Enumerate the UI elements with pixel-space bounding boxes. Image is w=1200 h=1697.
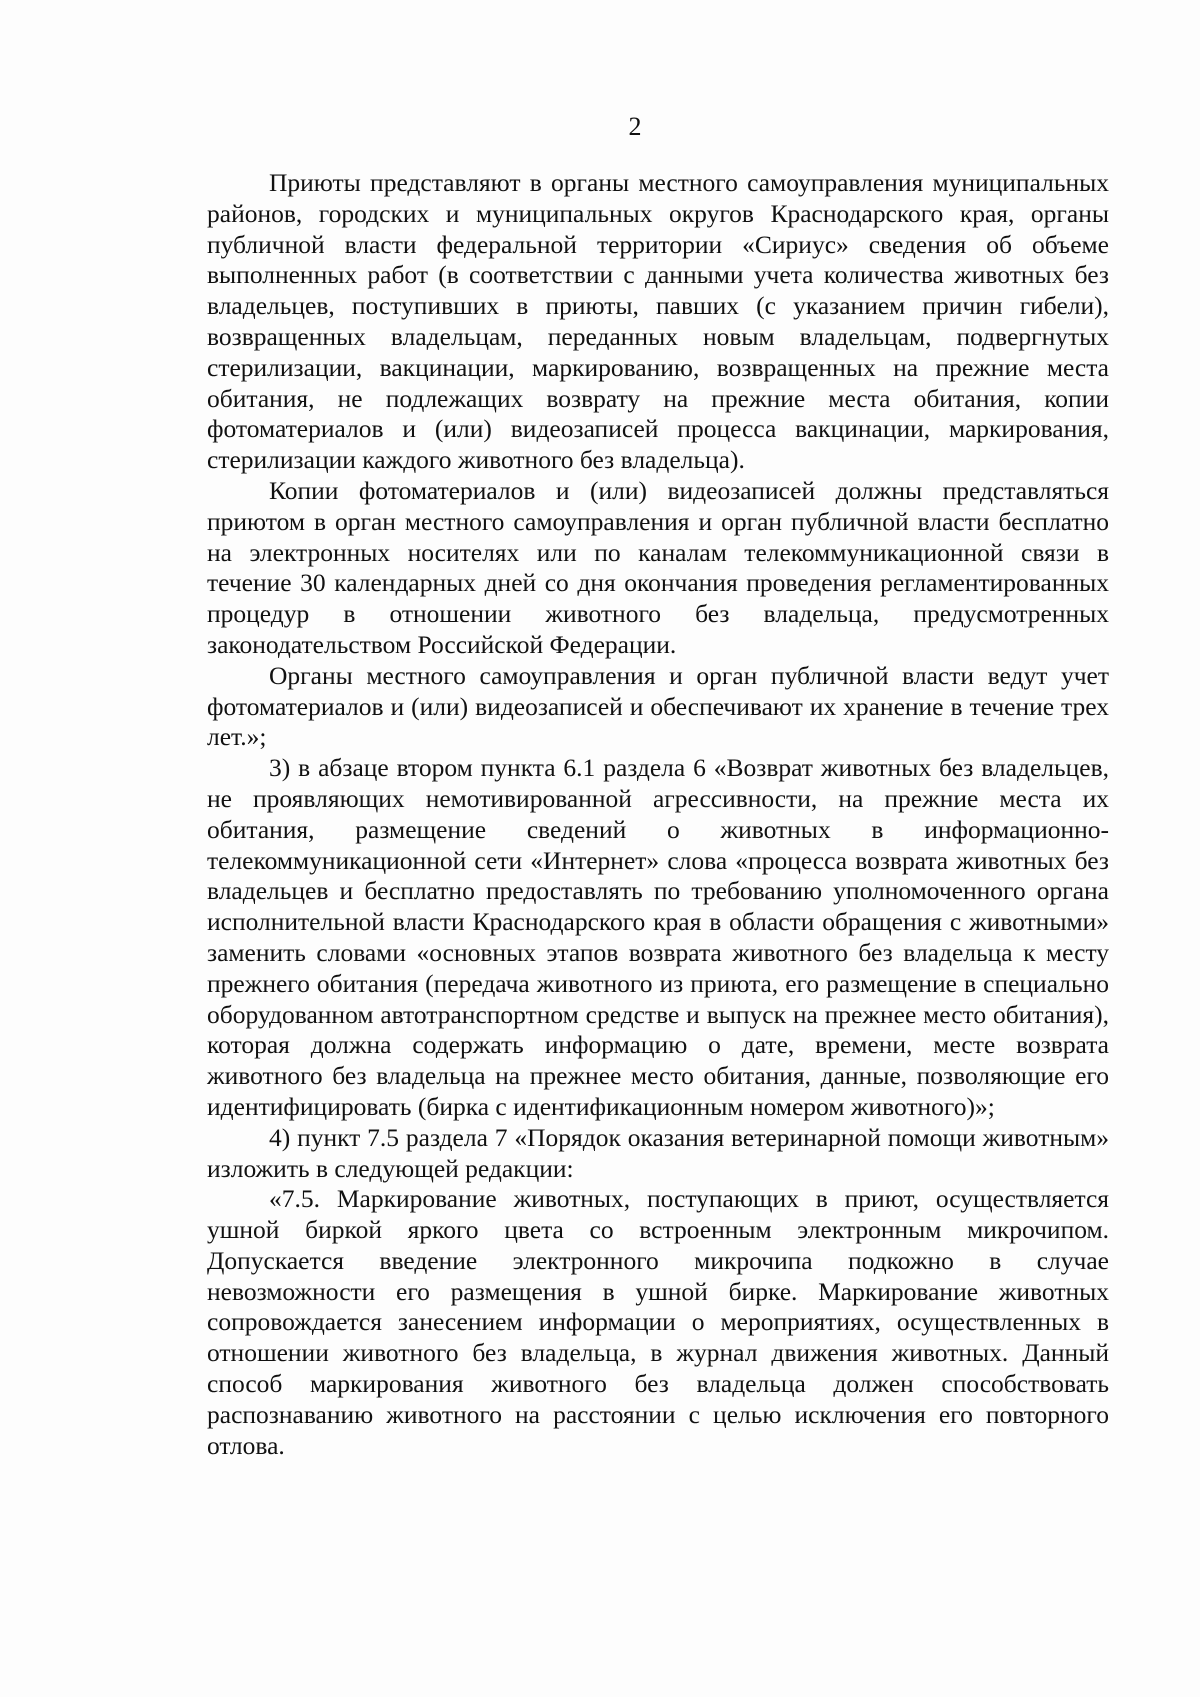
paragraph-photo-copies: Копии фотоматериалов и (или) видеозаписей должны представляться приютом в орган местного самоуправления и орган публичной власти бесплатно на электронных носителях или по каналам телекоммуникационной связи в течение 30 календарных дней со дня окончания проведения регламентированных процедур в отношении животного без владельца, предусмотренных законодательством Российской Федерации. [207, 475, 1109, 659]
paragraph-amendment-4: 4) пункт 7.5 раздела 7 «Порядок оказания ветеринарной помощи животным» изложить в следующей редакции: [207, 1122, 1109, 1183]
document-body [207, 168, 1109, 1461]
paragraph-marking-7-5: «7.5. Маркирование животных, поступающих в приют, осуществляется ушной биркой яркого цвета со встроенным электронным микрочипом. Допускается введение электронного микрочипа подкожно в случае невозможности его размещения в ушной бирке. Маркирование животных сопровождается занесением информации о мероприятиях, осуществленных в отношении животного без владельца, в журнал движения животных. Данный способ маркирования животного без владельца должен способствовать распознаванию животного на расстоянии с целью исключения его повторного отлова. [207, 1184, 1109, 1460]
paragraph-records-storage: Органы местного самоуправления и орган публичной власти ведут учет фотоматериалов и (или) видеозаписей и обеспечивают их хранение в течение трех лет.»; [207, 660, 1109, 752]
paragraph-shelter-reports: Приюты представляют в органы местного самоуправления муниципальных районов, городских и муниципальных округов Краснодарского края, органы публичной власти федеральной территории «Сириус» сведения об объеме выполненных работ (в соответствии с данными учета количества животных без владельцев, поступивших в приюты, павших (с указанием причин гибели), возвращенных владельцам, переданных новым владельцам, подвергнутых стерилизации, вакцинации, маркированию, возвращенных на прежние места обитания, не подлежащих возврату на прежние места обитания, копии фотоматериалов и (или) видеозаписей процесса вакцинации, маркирования, стерилизации каждого животного без владельца). [207, 168, 1109, 475]
page-number: 2 [628, 112, 642, 141]
paragraph-amendment-3: 3) в абзаце втором пункта 6.1 раздела 6 «Возврат животных без владельцев, не проявляющих немотивированной агрессивности, на прежние места их обитания, размещение сведений о животных в информационно-телекоммуникационной сети «Интернет» слова «процесса возврата животных без владельцев и бесплатно предоставлять по требованию уполномоченного органа исполнительной власти Краснодарского края в области обращения с животными» заменить словами «основных этапов возврата животного без владельца к месту прежнего обитания (передача животного из приюта, его размещение в специально оборудованном автотранспортном средстве и выпуск на прежнее место обитания), которая должна содержать информацию о дате, времени, месте возврата животного без владельца на прежнее место обитания, данные, позволяющие его идентифицировать (бирка с идентификационным номером животного)»; [207, 753, 1109, 1121]
